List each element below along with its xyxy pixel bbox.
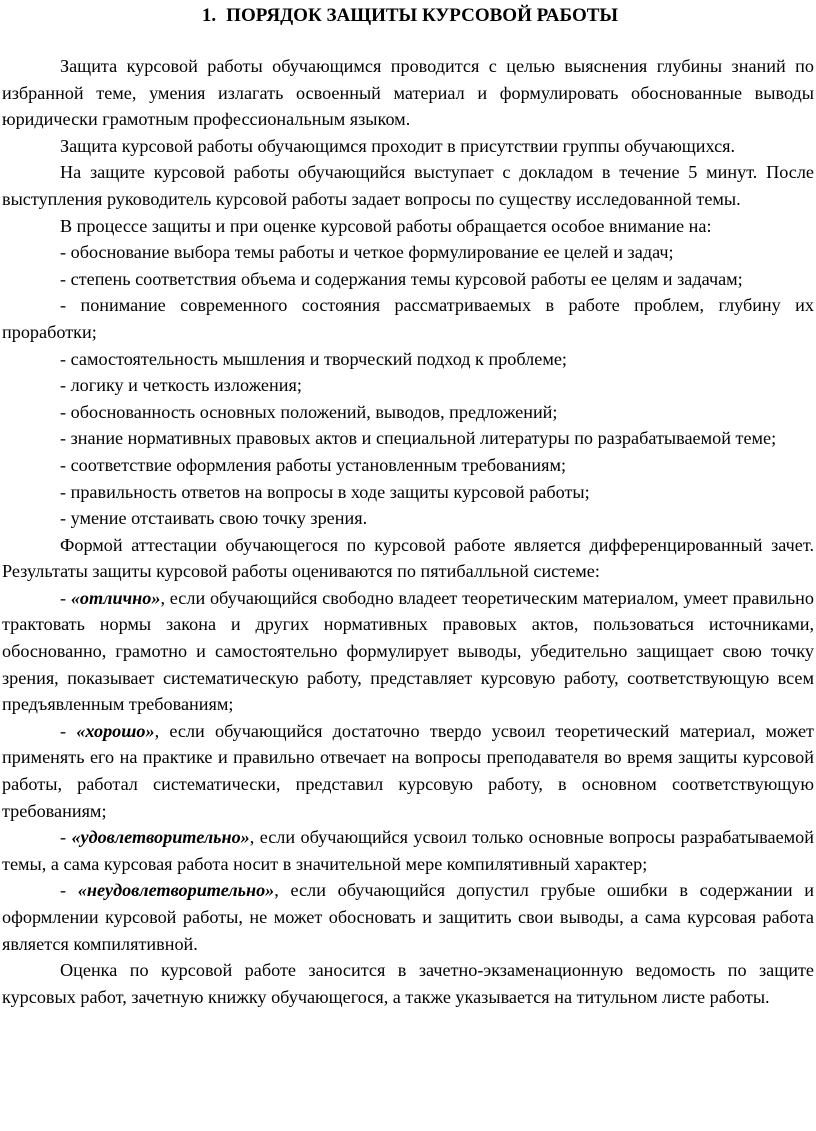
criteria-item: - логику и четкость изложения; <box>60 375 302 396</box>
section-title <box>2 0 814 27</box>
grade-excellent <box>2 585 814 718</box>
criteria-item: - умение отстаивать свою точку зрения. <box>60 508 368 529</box>
grade-satisfactory <box>2 824 814 877</box>
grade-prefix: - <box>60 827 72 848</box>
grade-label: «отлично» <box>70 587 161 608</box>
grade-unsatisfactory <box>2 877 814 957</box>
criteria-item: - соответствие оформления работы установленным требованиям; <box>60 454 567 475</box>
criteria-item: - знание нормативных правовых актов и специальной литературы по разрабатываемой теме; <box>60 428 777 449</box>
grade-description: , если обучающийся допустил грубые ошибки в содержании и оформлении курсовой работы, не может обосновать и защитить свои выводы, а сама курсовая работа является компилятивной. <box>2 880 814 954</box>
grade-prefix: - <box>60 880 78 901</box>
grade-label: «неудовлетворительно» <box>77 880 275 901</box>
section-number: 1. <box>201 5 217 26</box>
grade-label: «удовлетворительно» <box>71 827 250 848</box>
grade-label: «хорошо» <box>76 720 155 741</box>
paragraph-criteria-intro: В процессе защиты и при оценке курсовой работы обращается особое внимание на: <box>60 215 712 236</box>
paragraph-presence: Защита курсовой работы обучающимся проходит в присутствии группы обучающихся. <box>60 135 736 156</box>
grade-description: , если обучающийся достаточно твердо усвоил теоретический материал, может применять его на практике и правильно отвечает на вопросы преподавателя во время защиты курсовой работы, работал систематически, представил курсовую работу, в основном соответствующую требованиям; <box>2 720 814 821</box>
criteria-item: - правильность ответов на вопросы в ходе защиты курсовой работы; <box>60 481 590 502</box>
section-title-text: ПОРЯДОК ЗАЩИТЫ КУРСОВОЙ РАБОТЫ <box>226 5 619 26</box>
grade-prefix: - <box>60 720 77 741</box>
grade-prefix: - <box>60 587 71 608</box>
grade-description: , если обучающийся свободно владеет теоретическим материалом, умеет правильно трактовать нормы закона и других нормативных правовых актов, пользоваться источниками, обоснованно, грамотно и самостоятельно формулирует выводы, убедительно защищает свою точку зрения, показывает систематическую работу, представляет курсовую работу, соответствующую всем предъявленным требованиям; <box>2 587 814 715</box>
document-body <box>2 53 814 1010</box>
paragraph-attestation: Формой аттестации обучающегося по курсовой работе является дифференцированный зачет. Результаты защиты курсовой работы оцениваются по пятибалльной системе: <box>2 534 814 582</box>
paragraph-final: Оценка по курсовой работе заносится в зачетно-экзаменационную ведомость по защите курсовых работ, зачетную книжку обучающегося, а также указывается на титульном листе работы. <box>2 960 814 1007</box>
criteria-item: - обоснование выбора темы работы и четкое формулирование ее целей и задач; <box>60 242 674 263</box>
paragraph-purpose: Защита курсовой работы обучающимся проводится с целью выяснения глубины знаний по избранной теме, умения излагать освоенный материал и формулировать обоснованные выводы юридически грамотным профессиональным языком. <box>2 56 814 130</box>
criteria-item: - самостоятельность мышления и творческий подход к проблеме; <box>60 348 567 369</box>
criteria-item: - понимание современного состояния рассматриваемых в работе проблем, глубину их проработки; <box>2 295 814 342</box>
grade-description: , если обучающийся усвоил только основные вопросы разрабатываемой темы, а сама курсовая работа носит в значительной мере компилятивный характер; <box>2 827 815 874</box>
paragraph-report: На защите курсовой работы обучающийся выступает с докладом в течение 5 минут. После выступления руководитель курсовой работы задает вопросы по существу исследованной темы. <box>2 162 814 209</box>
criteria-item: - обоснованность основных положений, выводов, предложений; <box>60 401 558 422</box>
criteria-item: - степень соответствия объема и содержания темы курсовой работы ее целям и задачам; <box>60 268 743 289</box>
grade-good <box>2 718 814 824</box>
